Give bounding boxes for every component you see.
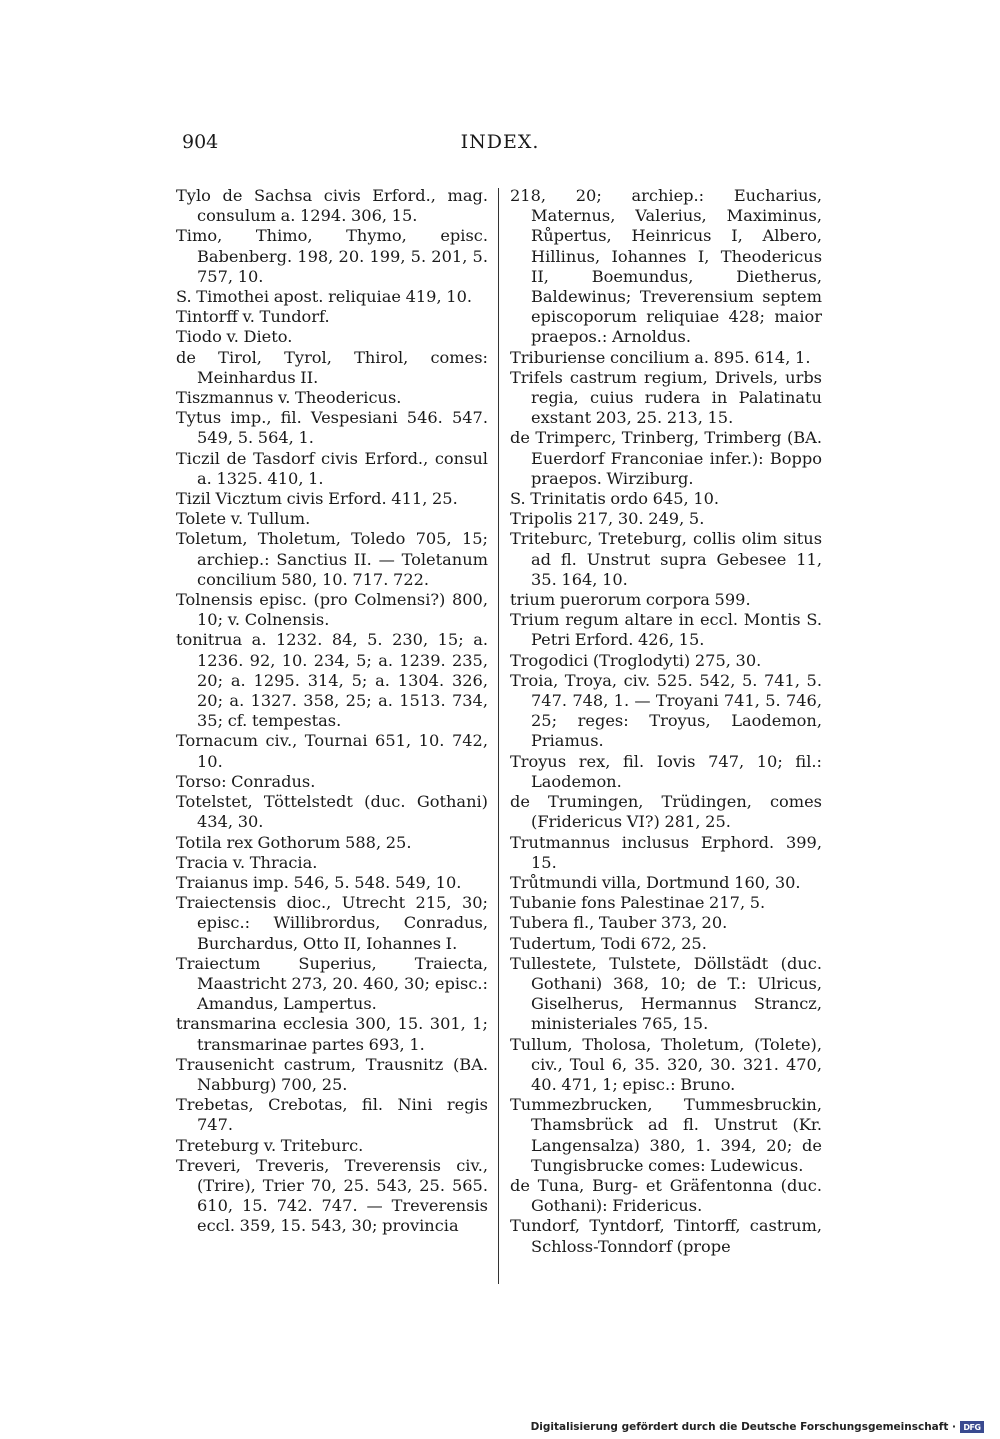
index-entry: trium puerorum corpora 599. xyxy=(510,590,751,610)
index-entry: transmarina ecclesia 300, 15. 301, 1; transmarinae partes 693, 1. xyxy=(176,1014,488,1054)
index-entry: Trifels castrum regium, Drivels, urbs regia, cuius rudera in Palatinatu exstant 203, 25. 213, 15. xyxy=(510,367,822,428)
index-entry: Timo, Thimo, Thymo, episc. Babenberg. 198, 20. 199, 5. 201, 5. 757, 10. xyxy=(176,226,488,286)
index-entry: Tolete v. Tullum. xyxy=(176,509,311,529)
page-number: 904 xyxy=(182,131,219,153)
page-title: INDEX. xyxy=(460,131,540,153)
index-entry: Treteburg v. Triteburc. xyxy=(176,1135,364,1155)
index-entry: Traianus imp. 546, 5. 548. 549, 10. xyxy=(176,872,462,892)
index-entry: S. Timothei apost. reliquiae 419, 10. xyxy=(176,287,473,307)
index-entry: Ticzil de Tasdorf civis Erford., consul a. 1325. 410, 1. xyxy=(176,448,488,488)
index-entry: Tylo de Sachsa civis Erford., mag. consulum a. 1294. 306, 15. xyxy=(176,186,488,226)
index-entry: Triburiense concilium a. 895. 614, 1. xyxy=(510,347,811,367)
index-entry: Tullum, Tholosa, Tholetum, (Tolete), civ., Toul 6, 35. 320, 30. 321. 470, 40. 471, 1; episc.: Bruno. xyxy=(510,1034,822,1094)
index-entry: Troyus rex, fil. Iovis 747, 10; fil.: Laodemon. xyxy=(510,751,822,791)
index-entry: tonitrua a. 1232. 84, 5. 230, 15; a. 1236. 92, 10. 234, 5; a. 1239. 235, 20; a. 1295. 314, 5; a. 1304. 326, 20; a. 1327. 358, 25; a. 1513. 734, 35; cf. tempestas. xyxy=(176,630,488,731)
index-entry: Tubanie fons Palestinae 217, 5. xyxy=(510,893,766,913)
footer-credit: Digitalisierung gefördert durch die Deutsche Forschungsgemeinschaft · xyxy=(530,1421,956,1433)
column-divider xyxy=(498,188,499,1284)
index-entry: Trogodici (Troglodyti) 275, 30. xyxy=(510,650,762,670)
index-column-right xyxy=(510,186,822,1257)
index-entry: Toletum, Tholetum, Toledo 705, 15; archiep.: Sanctius II. — Toletanum concilium 580, 10. 717. 722. xyxy=(176,529,488,589)
index-entry: de Tuna, Burg- et Gräfentonna (duc. Gothani): Fridericus. xyxy=(510,1175,822,1216)
index-entry: Troia, Troya, civ. 525. 542, 5. 741, 5. 747. 748, 1. — Troyani 741, 5. 746, 25; reges: Troyus, Laodemon, Priamus. xyxy=(510,670,822,751)
index-entry: Trium regum altare in eccl. Montis S. Petri Erford. 426, 15. xyxy=(510,610,822,650)
index-entry: Tizil Vicztum civis Erford. 411, 25. xyxy=(176,489,458,509)
index-entry: Trebetas, Crebotas, fil. Nini regis 747. xyxy=(176,1095,488,1135)
index-entry: Totelstet, Töttelstedt (duc. Gothani) 434, 30. xyxy=(176,792,488,832)
page-header xyxy=(0,131,1000,161)
index-entry: Tiszmannus v. Theodericus. xyxy=(176,388,402,408)
index-entry: Trutmannus inclusus Erphord. 399, 15. xyxy=(510,832,822,872)
index-entry: 218, 20; archiep.: Eucharius, Maternus, Valerius, Maximinus, Růpertus, Heinricus I, Albero, Hillinus, Iohannes I, Theodericus II, Boemundus, Dietherus, Baldewinus; Treverensium septem episcoporum reliquiae 428; maior praepos.: Arnoldus. xyxy=(510,186,822,347)
index-entry: Tullestete, Tulstete, Döllstädt (duc. Gothani) 368, 10; de T.: Ulricus, Giselherus, Hermannus Strancz, ministeriales 765, 15. xyxy=(510,953,822,1034)
index-entry: Traiectensis dioc., Utrecht 215, 30; episc.: Willibrordus, Conradus, Burchardus, Otto II, Iohannes I. xyxy=(176,893,488,953)
index-column-left xyxy=(176,186,488,1237)
index-entry: Trausenicht castrum, Trausnitz (BA. Nabburg) 700, 25. xyxy=(176,1054,488,1094)
index-entry: Treveri, Treveris, Treverensis civ., (Trire), Trier 70, 25. 543, 25. 565. 610, 15. 742. 747. — Treverensis eccl. 359, 15. 543, 30; provincia xyxy=(176,1155,488,1236)
index-entry: Tubera fl., Tauber 373, 20. xyxy=(510,913,728,933)
index-entry: Totila rex Gothorum 588, 25. xyxy=(176,832,412,852)
index-entry: de Trumingen, Trüdingen, comes (Fridericus VI?) 281, 25. xyxy=(510,792,822,832)
index-entry: Triteburc, Treteburg, collis olim situs ad fl. Unstrut supra Gebesee 11, 35. 164, 10. xyxy=(510,529,822,589)
index-entry: Tundorf, Tyntdorf, Tintorff, castrum, Schloss-Tonndorf (prope xyxy=(510,1216,822,1256)
index-entry: de Trimperc, Trinberg, Trimberg (BA. Euerdorf Franconiae infer.): Boppo praepos. Wirziburg. xyxy=(510,428,822,488)
index-entry: Trůtmundi villa, Dortmund 160, 30. xyxy=(510,872,801,892)
index-entry: Tintorff v. Tundorf. xyxy=(176,307,330,327)
index-entry: Tytus imp., fil. Vespesiani 546. 547. 549, 5. 564, 1. xyxy=(176,408,488,448)
index-entry: Tummezbrucken, Tummesbruckin, Thamsbrück ad fl. Unstrut (Kr. Langensalza) 380, 1. 394, 20; de Tungisbrucke comes: Ludewicus. xyxy=(510,1095,822,1175)
index-entry: Tornacum civ., Tournai 651, 10. 742, 10. xyxy=(176,731,488,771)
index-entry: Traiectum Superius, Traiecta, Maastricht 273, 20. 460, 30; episc.: Amandus, Lampertus. xyxy=(176,953,488,1014)
index-entry: Tudertum, Todi 672, 25. xyxy=(510,933,707,953)
index-entry: S. Trinitatis ordo 645, 10. xyxy=(510,489,720,509)
dfg-logo-icon: DFG xyxy=(960,1421,984,1433)
index-entry: Tracia v. Thracia. xyxy=(176,852,318,872)
index-entry: Tolnensis episc. (pro Colmensi?) 800, 10; v. Colnensis. xyxy=(176,590,488,630)
index-entry: de Tirol, Tyrol, Thirol, comes: Meinhardus II. xyxy=(176,347,488,387)
index-entry: Tiodo v. Dieto. xyxy=(176,327,293,347)
index-entry: Tripolis 217, 30. 249, 5. xyxy=(510,509,705,529)
footer xyxy=(531,1421,984,1433)
index-entry: Torso: Conradus. xyxy=(176,771,316,791)
